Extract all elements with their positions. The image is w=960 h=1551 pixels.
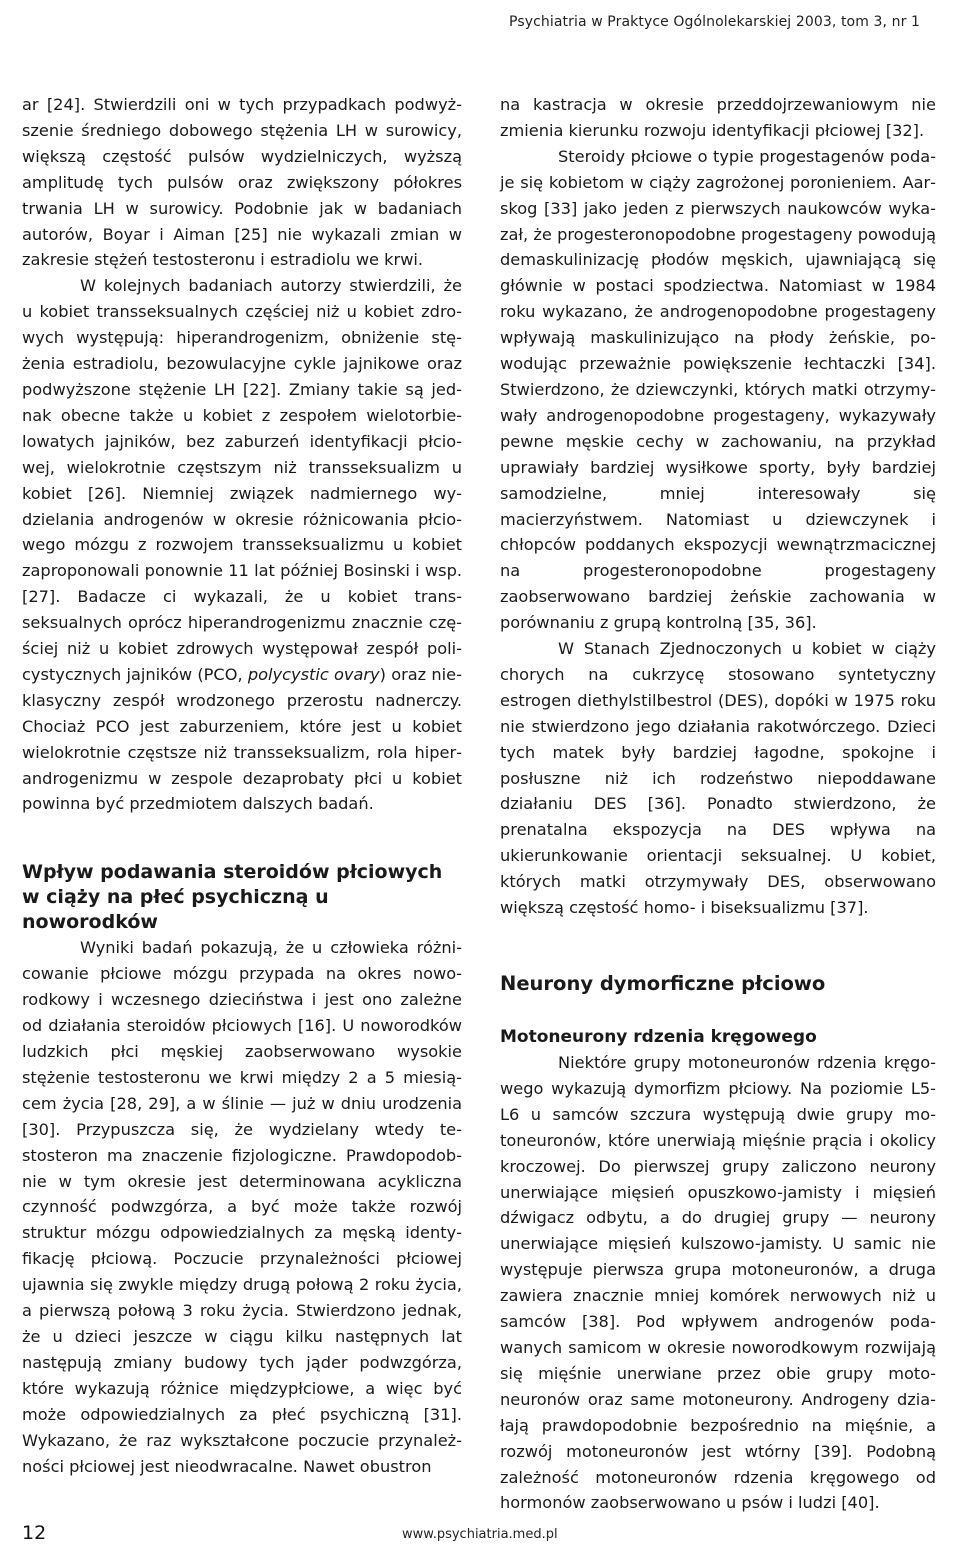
paragraph: Wyniki badań pokazują, że u człowieka różnicowanie płciowe mózgu przypada na okres noworodkowy i wczesnego dzieciństwa i jest ono zależne od działania steroidów płciowych [16]. U noworodków ludzkich płci męskiej zaobserwowano wysokie stężenie testosteronu we krwi między 2 a 5 miesiącem życia [28, 29], a w ślinie — już w dniu urodzenia [30]. Przypuszcza się, że wydzielany wtedy testosteron ma znaczenie fizjologiczne. Prawdopodobnie w tym okresie jest determinowana acykliczna czynność podwzgórza, a być może także rozwój struktur mózgu odpowiedzialnych za męską identyfikację płciową. Poczucie przynależności płciowej ujawnia się zwykle między drugą połową 2 roku życia, a pierwszą połową 3 roku życia. Stwierdzono jednak, że u dzieci jeszcze w ciągu kilku następnych lat następują zmiany budowy tych jąder podwzgórza, które wykazują różnice międzypłciowe, a więc być może odpowiedzialnych za płeć psychiczną [31]. Wykazano, że raz wykształcone poczucie przynależności płciowej jest nieodwracalne. Nawet obustron	[22, 938, 462, 1476]
italic-term: polycystic ovary	[247, 664, 380, 684]
website-link[interactable]: www.psychiatria.med.pl	[402, 1527, 558, 1542]
paragraph	[22, 273, 462, 817]
running-header: Psychiatria w Praktyce Ogólnolekarskiej 2003, tom 3, nr 1	[509, 14, 920, 30]
section-heading: Neurony dymorficzne płciowo	[500, 972, 826, 995]
paragraph: na kastracja w okresie przeddojrzewaniowym nie zmienia kierunku rozwoju identyfikacji płciowej [32].	[500, 95, 936, 140]
left-column	[22, 92, 462, 1479]
paragraph-text: ) oraz nieklasyczny zespół wrodzonego przerostu nadnerczy. Chociaż PCO jest zaburzeniem, które jest u kobiet wielokrotnie częstsze niż transseksualizm, rola hiperandrogenizmu w zespole dezaprobaty płci u kobiet powinna być przedmiotem dalszych badań.	[22, 664, 462, 814]
paragraph: ar [24]. Stwierdzili oni w tych przypadkach podwyższenie średniego dobowego stężenia LH w surowicy, większą częstość pulsów wydzielniczych, wyższą amplitudę tych pulsów oraz zwiększony półokres trwania LH w surowicy. Podobnie jak w badaniach autorów, Boyar i Aiman [25] nie wykazali zmian w zakresie stężeń testosteronu i estradiolu we krwi.	[22, 95, 462, 270]
paragraph: W Stanach Zjednoczonych u kobiet w ciąży chorych na cukrzycę stosowano syntetyczny estrogen diethylstilbestrol (DES), dopóki w 1975 roku nie stwierdzono jego działania rakotwórczego. Dzieci tych matek były bardziej łagodne, spokojne i posłuszne niż ich rodzeństwo niepoddawane działaniu DES [36]. Ponadto stwierdzono, że prenatalna ekspozycja na DES wpływa na ukierunkowanie orientacji seksualnej. U kobiet, których matki otrzymywały DES, obserwowano większą częstość homo- i biseksualizmu [37].	[500, 639, 936, 918]
page-number: 12	[22, 1522, 47, 1544]
section-heading: Wpływ podawania steroidów płciowych w ciąży na płeć psychiczną u noworodków	[22, 861, 443, 934]
paragraph-text: W kolejnych badaniach autorzy stwierdzili, że u kobiet transseksualnych częściej niż u kobiet zdrowych występują: hiperandrogenizm, obniżenie stężenia estradiolu, bezowulacyjne cykle jajnikowe oraz podwyższone stężenie LH [22]. Zmiany takie są jednak obecne także u kobiet z zespołem wielotorbielowatych jajników, bez zaburzeń identyfikacji płciowej, wielokrotnie częstszym niż transseksualizm u kobiet [26]. Niemniej związek nadmiernego wydzielania androgenów w okresie różnicowania płciowego mózgu z rozwojem transseksualizmu u kobiet zaproponowali ponownie 11 lat później Bosinski i wsp. [27]. Badacze ci wykazali, że u kobiet transseksualnych oprócz hiperandrogenizmu znacznie częściej niż u kobiet zdrowych występował zespół policystycznych jajników (PCO,	[22, 276, 462, 684]
paragraph: Niektóre grupy motoneuronów rdzenia kręgowego wykazują dymorfizm płciowy. Na poziomie L5-L6 u samców szczura występują dwie grupy motoneuronów, które unerwiają mięśnie prącia i okolicy kroczowej. Do pierwszej grupy zaliczono neurony unerwiające mięsień opuszkowo-jamisty i mięsień dźwigacz odbytu, a do drugiej grupy — neurony unerwiające mięsień kulszowo-jamisty. U samic nie występuje pierwsza grupa motoneuronów, a druga zawiera znacznie mniej komórek nerwowych niż u samców [38]. Pod wpływem androgenów podawanych samicom w okresie noworodkowym rozwijają się mięśnie unerwiane przez obie grupy motoneuronów oraz same motoneurony. Androgeny działają prawdopodobnie bezpośrednio na mięśnie, a rozwój motoneuronów jest wtórny [39]. Podobną zależność motoneuronów rdzenia kręgowego od hormonów zaobserwowano u psów i ludzi [40].	[500, 1053, 936, 1513]
paragraph: Steroidy płciowe o typie progestagenów podaje się kobietom w ciąży zagrożonej poronieniem. Aarskog [33] jako jeden z pierwszych naukowców wykazał, że progesteronopodobne progestageny powodują demaskulinizację płodów męskich, ujawniającą się głównie w postaci spodziectwa. Natomiast w 1984 roku wykazano, że androgenopodobne progestageny wpływają maskulinizująco na płody żeńskie, powodując przeważnie powiększenie łechtaczki [34]. Stwierdzono, że dziewczynki, których matki otrzymywały androgenopodobne progestageny, wykazywały pewne męskie cechy w zachowaniu, na przykład uprawiały bardziej wysiłkowe sporty, były bardziej samodzielne, mniej interesowały się macierzyństwem. Natomiast u dziewczynek i chłopców poddanych ekspozycji wewnątrzmacicznej na progesteronopodobne progestageny zaobserwowano bardziej żeńskie zachowania w porównaniu z grupą kontrolną [35, 36].	[500, 146, 936, 633]
sub-heading: Motoneurony rdzenia kręgowego	[500, 1027, 817, 1047]
right-column	[500, 92, 936, 1516]
